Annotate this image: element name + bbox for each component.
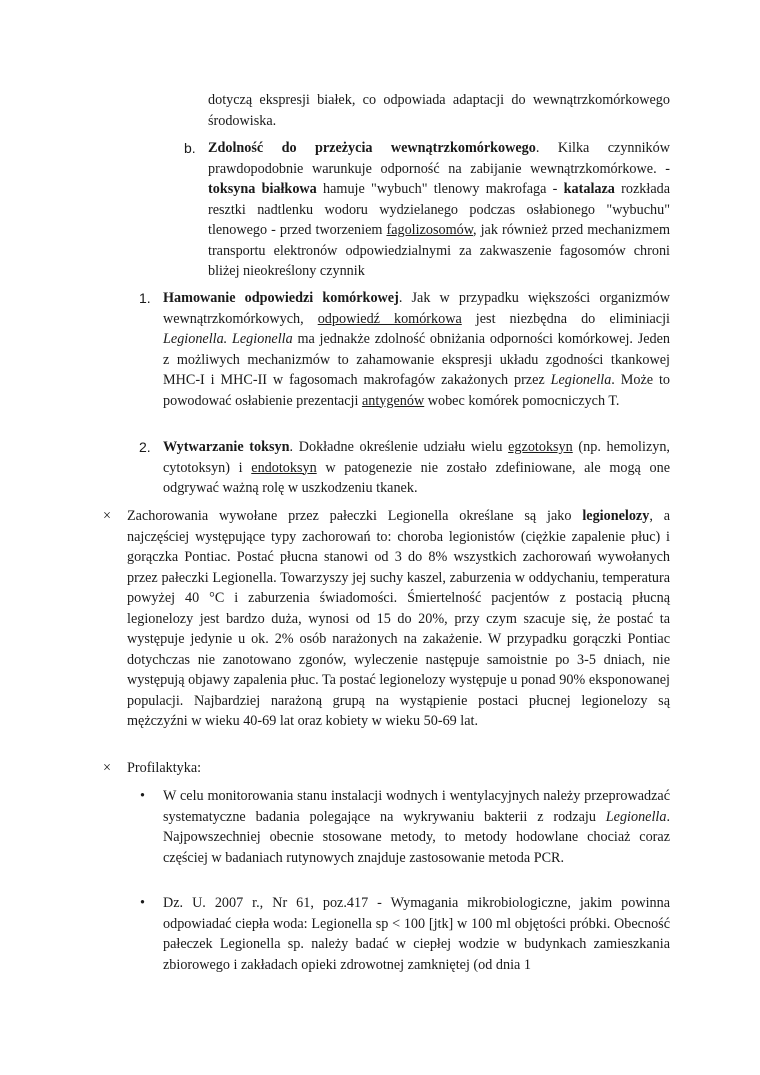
item-2-marker: 2. (139, 439, 151, 455)
sub-2 (163, 893, 670, 975)
sub-1 (163, 786, 670, 868)
sub-1-marker: • (140, 788, 145, 804)
item-b-paragraph (208, 138, 670, 282)
bullet-2-marker: × (103, 760, 112, 776)
item-1-text-1: . Jak w przypadku większości organizmów wewnątrzkomórkowych, (163, 290, 670, 327)
item-2-text-1: . Dokładne określenie udziału wielu (289, 439, 509, 455)
intro-continuation-text: dotyczą ekspresji białek, co odpowiada adaptacji do wewnątrzkomórkowego środowiska. (208, 92, 670, 129)
bullet-2 (127, 758, 670, 779)
item-1-marker: 1. (139, 290, 151, 306)
bullet-1-paragraph (127, 506, 670, 732)
link-egzotoksyn[interactable]: egzotoksyn (508, 439, 573, 455)
item-1-italic-1: Legionella. Legionella (163, 331, 293, 347)
bullet-2-text: Profilaktyka: (127, 760, 202, 776)
item-b-text-2: hamuje "wybuch" tlenowy makrofaga - (316, 181, 564, 197)
item-2-paragraph (163, 437, 670, 499)
item-1 (163, 288, 670, 411)
item-2-title: Wytwarzanie toksyn (163, 439, 290, 455)
item-1-text-3: ma jednakże zdolność obniżania odporności komórkowej. Jeden z możliwych mechanizmów to zahamowanie ekspresji układu zgodności tkankowej MHC-I i MHC-II w fagosomach makrofagów zakażonych przez (163, 331, 670, 388)
sub-1-paragraph (163, 786, 670, 868)
item-b-bold-2: katalaza (563, 181, 615, 197)
item-2-text-2: (np. hemolizyn, cytotoksyn) i (163, 439, 670, 476)
sub-1-text-2: . Najpowszechniej obecnie stosowane metody, to metody hodowlane chociaż coraz częściej w badaniach rutynowych znajduje zastosowanie metoda PCR. (163, 808, 670, 866)
link-endotoksyn[interactable]: endotoksyn (251, 459, 317, 476)
bullet-1 (127, 506, 670, 732)
item-1-text-2: jest niezbędna do eliminiacji (461, 310, 670, 327)
item-1-title: Hamowanie odpowiedzi komórkowej (163, 290, 399, 306)
bullet-1-text-2: , a najczęściej występujące typy zachorowań to: choroba legionistów (ciężkie zapalenie płuc) i gorączka Pontiac. Postać płucna stanowi od 3 do 8% wszystkich zachorowań wywołanych przez pałeczki Legionella. Towarzyszy jej suchy kaszel, zaburzenia w oddychaniu, temperatura powyżej 40 °C i zaburzenia świadomości. Śmiertelność pacjentów z postacią płucną legionelozy jest bardzo duża, wynosi od 15 do 20%, przy czym szacuje się, że postać ta występuje jedynie u ok. 2% osób narażonych na zakażenie. W przypadku gorączki Pontiac dotychczas nie zanotowano zgonów, wyleczenie następuje samoistnie po 3-5 dniach, nie występują objawy zapalenia płuc. Ta postać legionelozy występuje u ponad 90% eksponowanej populacji. Najbardziej narażoną grupą na wystąpienie postaci płucnej legionelozy są mężczyźni w wieku 40-69 lat oraz kobiety w wieku 50-69 lat. (127, 508, 670, 729)
item-b-title: Zdolność do przeżycia wewnątrzkomórkowego (208, 140, 536, 156)
bullet-1-bold: legionelozy (582, 508, 650, 524)
item-b-text-3: rozkłada resztki nadtlenku wodoru wydzielanego podczas osłabionego "wybuchu" tlenowego - przed tworzeniem (208, 181, 671, 238)
item-b (208, 138, 670, 282)
bullet-1-marker: × (103, 508, 112, 524)
item-2 (163, 437, 670, 499)
item-1-text-5: wobec komórek pomocniczych T. (424, 392, 620, 409)
item-b-text-4: , jak również przed mechanizmem transportu elektronów odpowiedzialnymi za zakwaszenie fagosomów chroni bliżej nieokreślony czynnik (208, 222, 670, 279)
item-1-text-4: . Może to powodować osłabienie prezentacji (163, 372, 670, 409)
item-b-text-1: . Kilka czynników prawdopodobnie warunkuje odporność na zabijanie wewnątrzkomórkowe. - (208, 140, 670, 177)
sub-1-text-1: W celu monitorowania stanu instalacji wodnych i wentylacyjnych należy przeprowadzać systematyczne badania polegające na wykrywaniu bakterii z rodzaju (163, 788, 670, 825)
link-fagolizosomow[interactable]: fagolizosomów (386, 222, 474, 238)
item-1-paragraph (163, 288, 670, 411)
sub-2-marker: • (140, 895, 145, 911)
intro-continuation (208, 90, 670, 131)
link-antygenow[interactable]: antygenów (361, 392, 425, 409)
link-odpowiedz-komorkowa[interactable]: odpowiedź komórkowa (317, 310, 462, 327)
item-2-text-3: w patogenezie nie zostało zdefiniowane, ale mogą one odgrywać ważną rolę w uszkodzeniu tkanek. (163, 459, 671, 496)
item-b-marker: b. (184, 140, 196, 156)
bullet-1-text-1: Zachorowania wywołane przez pałeczki Legionella określane są jako (127, 508, 583, 524)
item-1-italic-2: Legionella (550, 372, 612, 388)
item-b-bold-1: toksyna białkowa (208, 181, 317, 197)
sub-2-paragraph: Dz. U. 2007 r., Nr 61, poz.417 - Wymagania mikrobiologiczne, jakim powinna odpowiadać ciepła woda: Legionella sp < 100 [jtk] w 100 ml objętości próbki. Obecność pałeczek Legionella sp. należy badać w ciepłej wodzie w budynkach zamieszkania zbiorowego i zakładach opieki zdrowotnej zamkniętej (od dnia 1 (163, 895, 670, 973)
sub-1-italic: Legionella (605, 808, 667, 825)
